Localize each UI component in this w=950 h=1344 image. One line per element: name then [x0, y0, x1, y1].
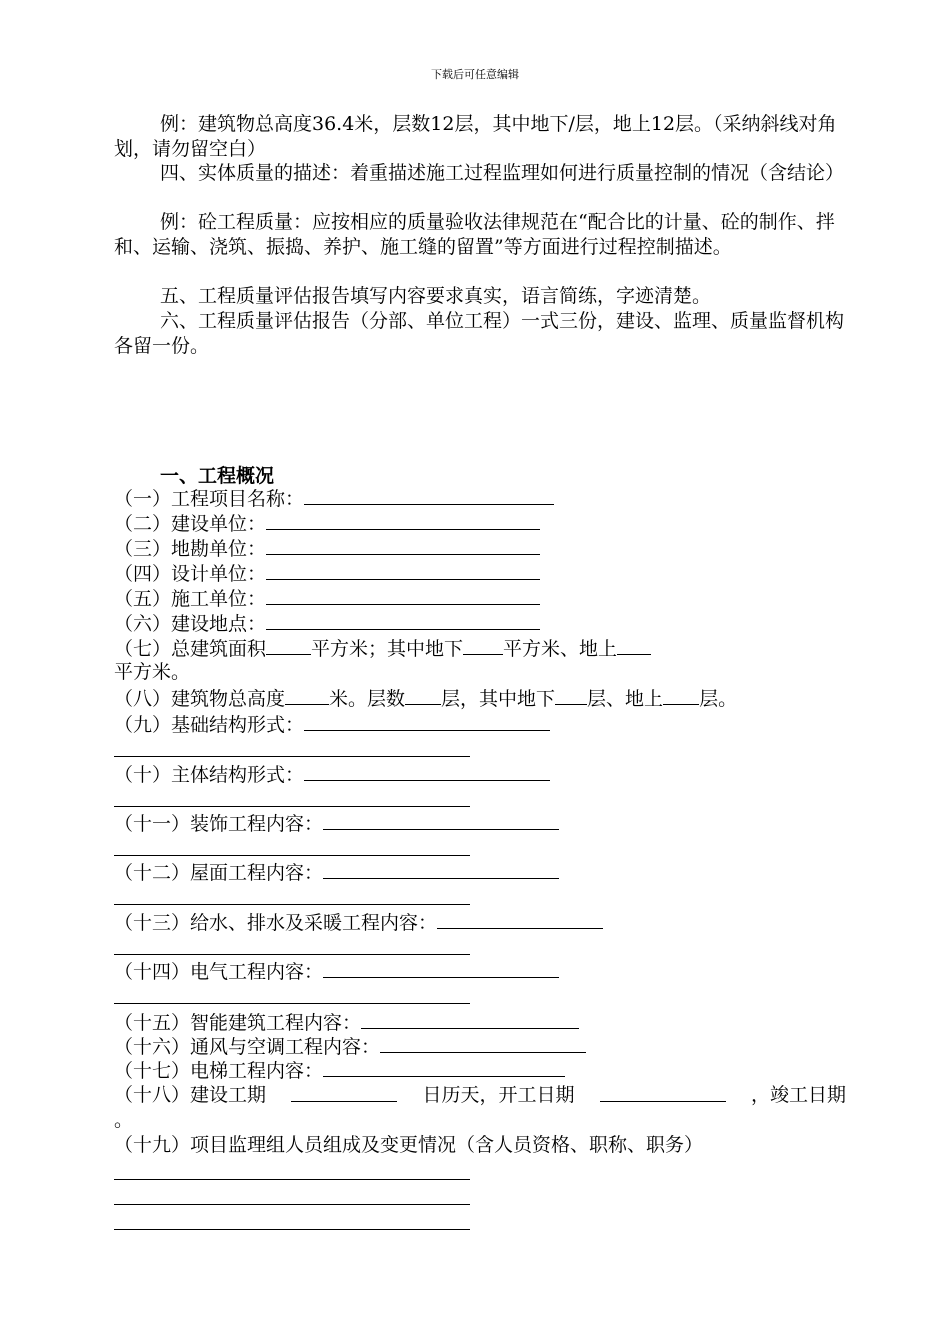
plumbing-heating-blank[interactable] [437, 910, 603, 929]
supervision-line-3[interactable] [114, 1229, 470, 1230]
item-label: （十七）电梯工程内容： [114, 1060, 324, 1082]
item-label: （五）施工单位： [114, 588, 267, 610]
site-location-blank[interactable] [266, 611, 540, 630]
item-builder-unit [114, 586, 850, 611]
item-label: （十八）建设工期 [114, 1084, 267, 1106]
item-survey-unit [114, 536, 850, 561]
foundation-continuation-line[interactable] [114, 756, 470, 757]
example-height-paragraph: 例：建筑物总高度36.4米，层数12层，其中地下/层，地上12层。（采纳斜线对角划，请勿留空白） [114, 113, 837, 160]
example-concrete-paragraph: 例：砼工程质量：应按相应的质量验收法律规范在“配合比的计量、砼的制作、拌和、运输、浇筑、振捣、养护、施工缝的留置”等方面进行过程控制描述。 [114, 211, 835, 258]
item-construction-period-end: 。 [114, 1109, 134, 1131]
item-text: 层、地上 [587, 688, 664, 710]
item-supervision-team: （十九）项目监理组人员组成及变更情况（含人员资格、职称、职务） [114, 1134, 704, 1156]
plumbing-continuation-line[interactable] [114, 954, 470, 955]
design-unit-blank[interactable] [266, 561, 540, 580]
item-label: （十四）电气工程内容： [114, 961, 324, 983]
above-ground-floors-blank[interactable] [663, 686, 699, 705]
builder-unit-blank[interactable] [266, 586, 540, 605]
item-total-area-unit: 平方米。 [114, 661, 191, 683]
item-label: （二）建设单位： [114, 513, 267, 535]
item-intelligent-building [114, 1010, 850, 1035]
total-area-blank[interactable] [266, 636, 311, 655]
construction-unit-blank[interactable] [266, 511, 540, 530]
item-design-unit [114, 561, 850, 586]
project-name-blank[interactable] [304, 486, 554, 505]
item-project-name [114, 486, 850, 511]
truthfulness-paragraph: 五、工程质量评估报告填写内容要求真实，语言简练，字迹清楚。 [160, 285, 712, 307]
quality-description-paragraph: 四、实体质量的描述：着重描述施工过程监理如何进行质量控制的情况（含结论） [160, 162, 845, 184]
item-building-height [114, 686, 850, 711]
item-text: 日历天，开工日期 [422, 1084, 575, 1106]
intelligent-building-blank[interactable] [361, 1010, 579, 1029]
supervision-line-1[interactable] [114, 1179, 470, 1180]
item-label: （七）总建筑面积 [114, 638, 267, 660]
start-date-blank[interactable] [600, 1083, 726, 1102]
item-text: 米。层数 [329, 688, 406, 710]
item-text: 平方米；其中地下 [311, 638, 464, 660]
item-label: （六）建设地点： [114, 613, 267, 635]
underground-floors-blank[interactable] [555, 686, 587, 705]
item-label: （十三）给水、排水及采暖工程内容： [114, 912, 438, 934]
main-structure-blank[interactable] [304, 762, 550, 781]
item-label: （十）主体结构形式： [114, 764, 305, 786]
item-main-structure [114, 762, 850, 787]
underground-area-blank[interactable] [463, 636, 503, 655]
item-label: （一）工程项目名称： [114, 488, 305, 510]
supervision-line-2[interactable] [114, 1204, 470, 1205]
roof-continuation-line[interactable] [114, 904, 470, 905]
survey-unit-blank[interactable] [266, 536, 540, 555]
item-label: （三）地勘单位： [114, 538, 267, 560]
item-electrical-work [114, 959, 850, 984]
item-plumbing-heating [114, 910, 850, 935]
electrical-continuation-line[interactable] [114, 1003, 470, 1004]
item-elevator-work [114, 1058, 850, 1083]
item-hvac-work [114, 1034, 850, 1059]
item-foundation-structure [114, 712, 850, 737]
copies-paragraph: 六、工程质量评估报告（分部、单位工程）一式三份，建设、监理、质量监督机构各留一份。 [114, 310, 845, 357]
main-structure-continuation-line[interactable] [114, 806, 470, 807]
item-total-area [114, 636, 850, 661]
item-text: 层，其中地下 [441, 688, 556, 710]
roof-work-blank[interactable] [323, 860, 559, 879]
item-construction-period [114, 1083, 846, 1107]
decoration-work-blank[interactable] [323, 811, 559, 830]
item-text: 平方米、地上 [503, 638, 618, 660]
item-label: （九）基础结构形式： [114, 714, 305, 736]
above-ground-area-blank[interactable] [617, 636, 651, 655]
floors-blank[interactable] [405, 686, 441, 705]
item-label: （十二）屋面工程内容： [114, 862, 324, 884]
period-days-blank[interactable] [291, 1083, 397, 1102]
item-label: （十六）通风与空调工程内容： [114, 1036, 381, 1058]
item-construction-unit [114, 511, 850, 536]
decoration-continuation-line[interactable] [114, 855, 470, 856]
item-text: ，竣工日期 [750, 1084, 846, 1106]
item-label: （八）建筑物总高度 [114, 688, 286, 710]
page-header: 下载后可任意编辑 [431, 68, 519, 81]
elevator-work-blank[interactable] [323, 1058, 565, 1077]
item-roof-work [114, 860, 850, 885]
item-site-location [114, 611, 850, 636]
electrical-work-blank[interactable] [323, 959, 559, 978]
item-text: 层。 [699, 688, 738, 710]
height-blank[interactable] [285, 686, 329, 705]
foundation-structure-blank[interactable] [304, 712, 550, 731]
item-label: （十五）智能建筑工程内容： [114, 1012, 362, 1034]
item-decoration-work [114, 811, 850, 836]
item-label: （四）设计单位： [114, 563, 267, 585]
hvac-work-blank[interactable] [380, 1034, 586, 1053]
item-label: （十一）装饰工程内容： [114, 813, 324, 835]
section-title: 一、工程概况 [160, 465, 275, 487]
